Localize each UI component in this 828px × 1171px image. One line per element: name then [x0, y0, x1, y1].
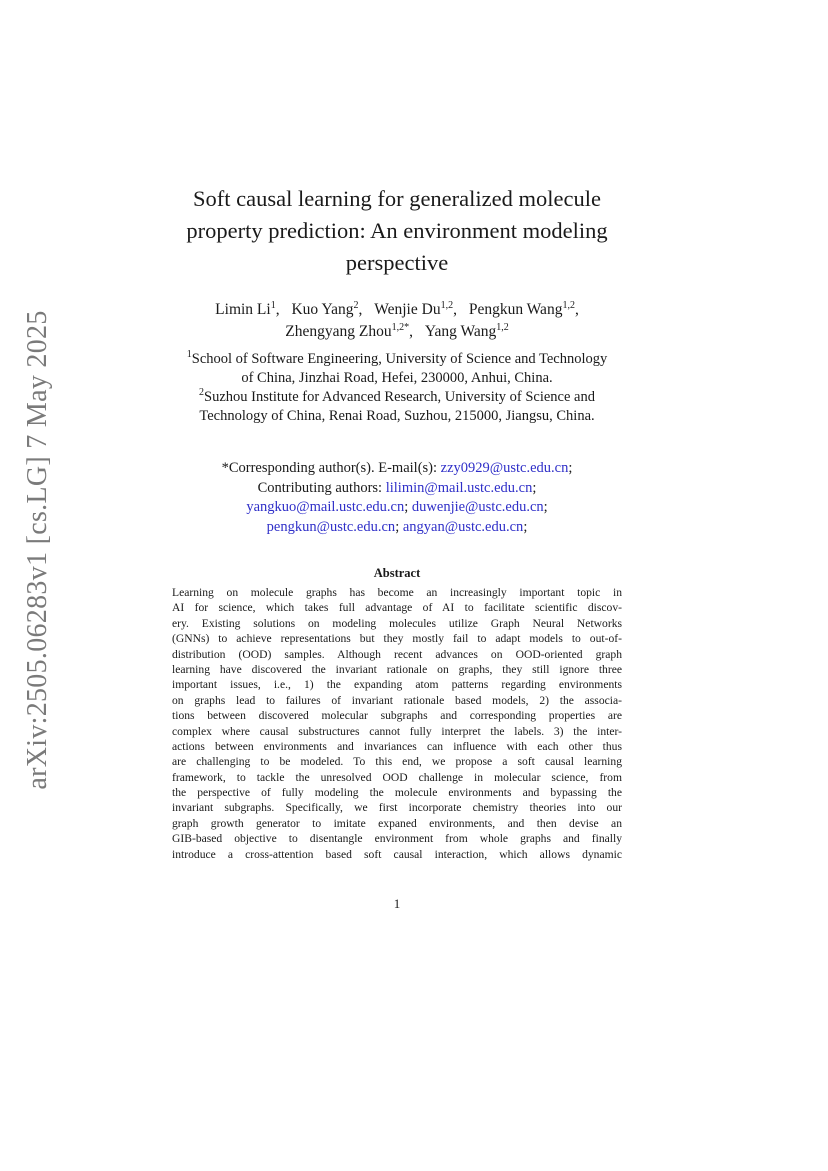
abstract-line: GIB-based objective to disentangle environment from whole graphs and finally [172, 832, 622, 846]
abstract-line: on graphs lead to failures of invariant rationale based models, 2) the associa- [172, 693, 622, 707]
separator: ; [543, 499, 548, 515]
paper-title [150, 183, 644, 279]
abstract-line: tions between discovered molecular subgraphs and corresponding properties are [172, 709, 622, 723]
author-name: Pengkun Wang [468, 301, 563, 318]
title-line: property prediction: An environment modeling [186, 218, 608, 243]
author-name: Limin Li [215, 301, 271, 318]
separator: ; [404, 499, 409, 515]
contributing-label: Contributing authors: [257, 479, 383, 496]
separator: ; [395, 518, 400, 535]
author-name: Kuo Yang [291, 301, 354, 318]
author [425, 323, 509, 340]
abstract-line: AI for science, which takes full advantage of AI to facilitate scientific discov- [172, 601, 622, 615]
abstract-line: important issues, i.e., 1) the expanding atom patterns regarding environments [172, 678, 622, 692]
corresponding-label: *Corresponding author(s). E-mail(s): [221, 460, 438, 476]
abstract-line: distribution (OOD) samples. Although recent advances on OOD-oriented graph [172, 647, 622, 661]
corresponding-author-line [140, 459, 654, 479]
author-name: Zhengyang Zhou [285, 323, 392, 340]
author: Limin Li$^1$, [215, 300, 280, 318]
affiliation-line [120, 350, 674, 369]
author: Zhengyang Zhou$^{1,2*}$, [285, 322, 413, 340]
affiliation-text: Suzhou Institute for Advanced Research, University of Science and [204, 389, 595, 405]
author-affiliation-mark: 1,2* [391, 322, 410, 333]
email-link[interactable]: duwenjie@ustc.edu.cn [411, 499, 544, 515]
author-affiliation-mark: 1,2 [496, 322, 509, 333]
abstract-line: learning have discovered the invariant rationale on graphs, they still ignore three [172, 662, 622, 676]
author-line [130, 299, 664, 321]
title-line: perspective [345, 250, 449, 275]
affiliations [120, 350, 674, 426]
abstract-line: invariant subgraphs. Specifically, we first incorporate chemistry theories into our [172, 801, 622, 815]
abstract-line: introduce a cross-attention based soft causal interaction, which allows dynamic [172, 847, 622, 861]
author-affiliation-mark: 1,2 [562, 300, 575, 311]
title-line: Soft causal learning for generalized molecule [193, 186, 601, 211]
abstract-line: actions between environments and invariances can influence with each other thus [172, 739, 622, 753]
author: Kuo Yang$^2$, [291, 300, 363, 318]
contributing-authors-line [140, 498, 654, 518]
abstract-body [172, 585, 622, 862]
author-name: Wenjie Du [374, 301, 441, 318]
abstract-line: framework, to tackle the unresolved OOD challenge in molecular science, from [172, 770, 622, 784]
email-link[interactable]: pengkun@ustc.edu.cn [266, 518, 396, 535]
author-list [130, 299, 664, 343]
abstract-heading: Abstract [373, 566, 421, 580]
email-link[interactable]: angyan@ustc.edu.cn [402, 518, 524, 535]
abstract-line: (GNNs) to achieve representations but they mostly fail to adapt models to out-of- [172, 632, 622, 646]
separator: ; [523, 518, 528, 535]
affiliation-text: School of Software Engineering, University of Science and Technology [191, 351, 608, 367]
arxiv-identifier: arXiv:2505.06283v1 [cs.LG] 7 May 2025 [22, 310, 53, 790]
abstract-line: the perspective of fully modeling the molecule environments and bypassing the [172, 786, 622, 800]
author-affiliation-mark: 1 [270, 300, 276, 311]
page-number: 1 [393, 896, 401, 911]
abstract-line: are challenging to be modeled. To this end, we propose a soft causal learning [172, 755, 622, 769]
author-affiliation-mark: 2 [353, 300, 359, 311]
author-line [130, 321, 664, 343]
separator: ; [568, 460, 573, 476]
abstract-line: complex where causal substructures cannot fully interpret the labels. 3) the inter- [172, 724, 622, 738]
author-name: Yang Wang [424, 323, 497, 340]
author: Wenjie Du$^{1,2}$, [374, 300, 457, 318]
affiliation-mark: 1 [186, 349, 192, 360]
contributing-authors-line [140, 518, 654, 538]
separator: ; [532, 479, 537, 496]
affiliation-mark: 2 [199, 387, 204, 398]
author-affiliation-mark: 1,2 [440, 300, 454, 311]
author: Pengkun Wang$^{1,2}$, [468, 300, 579, 318]
affiliation-line: Technology of China, Renai Road, Suzhou, 215000, Jiangsu, China. [199, 408, 595, 424]
affiliation-line: of China, Jinzhai Road, Hefei, 230000, Anhui, China. [241, 370, 553, 386]
email-link[interactable]: yangkuo@mail.ustc.edu.cn [246, 499, 405, 515]
contributing-authors-line [140, 479, 654, 499]
abstract-line: ery. Existing solutions on modeling molecules utilize Graph Neural Networks [172, 616, 622, 630]
abstract-line: Learning on molecule graphs has become an increasingly important topic in [172, 586, 622, 599]
affiliation-line [120, 388, 674, 407]
contact-emails [140, 459, 654, 537]
corresponding-email-link[interactable]: zzy0929@ustc.edu.cn [440, 460, 569, 476]
abstract-line: graph growth generator to imitate expaned environments, and then devise an [172, 816, 622, 830]
email-link[interactable]: lilimin@mail.ustc.edu.cn [385, 479, 533, 496]
